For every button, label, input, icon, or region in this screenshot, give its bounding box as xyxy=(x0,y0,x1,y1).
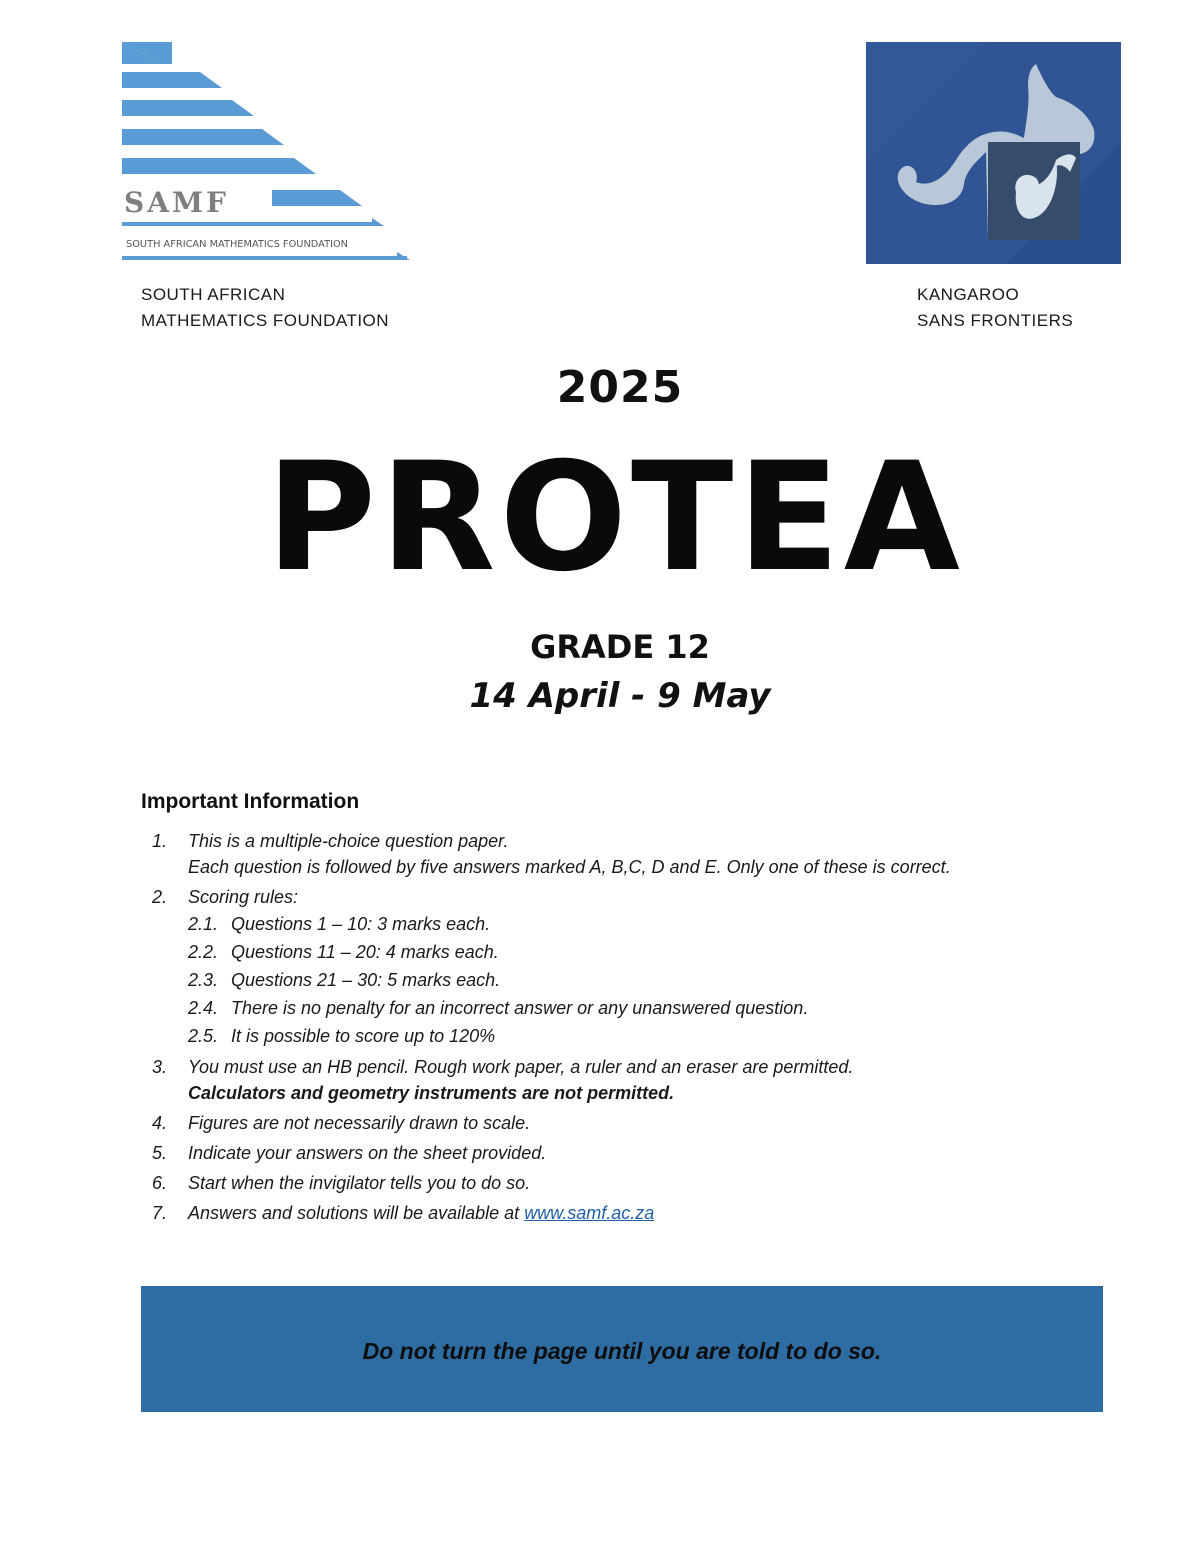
list-item-text: You must use an HB pencil. Rough work paper, a ruler and an eraser are permitted. xyxy=(188,1057,854,1077)
list-item-number: 5. xyxy=(152,1143,168,1163)
list-item-number: 7. xyxy=(152,1203,168,1223)
scoring-rule xyxy=(188,994,1101,1022)
list-item-number: 4. xyxy=(152,1113,168,1133)
list-item-text: This is a multiple-choice question paper. xyxy=(188,831,509,851)
list-item-text: Indicate your answers on the sheet provided. xyxy=(188,1143,547,1163)
org-left-line-1: SOUTH AFRICAN xyxy=(141,285,286,304)
samf-website-link[interactable]: www.samf.ac.za xyxy=(524,1203,655,1223)
list-item-text: Answers and solutions will be available at xyxy=(188,1203,525,1223)
scoring-rule-number: 2.1. xyxy=(188,914,219,934)
scoring-rule xyxy=(188,938,1101,966)
list-item-text: Each question is followed by five answers marked A, B,C, D and E. Only one of these is correct. xyxy=(188,857,951,877)
scoring-rule-text: It is possible to score up to 120% xyxy=(231,1026,496,1046)
kangaroo-logo xyxy=(866,42,1121,264)
kangaroo-logo-graphic xyxy=(866,42,1121,264)
dates: 14 April - 9 May xyxy=(469,676,771,716)
list-item xyxy=(141,1110,1101,1136)
scoring-rule-text: Questions 11 – 20: 4 marks each. xyxy=(231,942,499,962)
info-list xyxy=(141,828,1101,1230)
list-item xyxy=(141,828,1101,880)
list-item xyxy=(141,1170,1101,1196)
org-left xyxy=(141,282,389,334)
scoring-rule xyxy=(188,910,1101,938)
info-heading: Important Information xyxy=(141,790,360,813)
notice-box xyxy=(141,1286,1103,1412)
scoring-rule xyxy=(188,966,1101,994)
scoring-rule-number: 2.3. xyxy=(188,970,219,990)
page-title: PROTEA xyxy=(266,431,964,605)
list-item-text: Figures are not necessarily drawn to scale. xyxy=(188,1113,531,1133)
grade: GRADE 12 xyxy=(530,628,710,666)
list-item-text: Start when the invigilator tells you to do so. xyxy=(188,1173,531,1193)
list-item-number: 1. xyxy=(152,831,168,851)
scoring-rule-number: 2.5. xyxy=(188,1026,219,1046)
list-item xyxy=(141,1054,1101,1106)
scoring-rule-text: There is no penalty for an incorrect answer or any unanswered question. xyxy=(231,998,809,1018)
list-item-text: Scoring rules: xyxy=(188,887,299,907)
org-right-line-1: KANGAROO xyxy=(917,285,1020,304)
list-item xyxy=(141,1140,1101,1166)
samf-wordmark: SAMF xyxy=(124,186,229,219)
list-item xyxy=(141,1200,1101,1226)
org-right xyxy=(917,282,1073,334)
org-left-line-2: MATHEMATICS FOUNDATION xyxy=(141,311,390,330)
samf-logo xyxy=(122,42,412,264)
samf-logo-graphic xyxy=(122,42,412,264)
scoring-rule-text: Questions 21 – 30: 5 marks each. xyxy=(231,970,501,990)
list-item xyxy=(141,884,1101,1050)
scoring-rule-text: Questions 1 – 10: 3 marks each. xyxy=(231,914,491,934)
list-item-number: 2. xyxy=(152,887,168,907)
org-right-line-2: SANS FRONTIERS xyxy=(917,311,1074,330)
list-item-number: 6. xyxy=(152,1173,168,1193)
scoring-rule xyxy=(188,1022,1101,1050)
notice-text: Do not turn the page until you are told to do so. xyxy=(362,1337,882,1364)
samf-subtitle: SOUTH AFRICAN MATHEMATICS FOUNDATION xyxy=(126,239,348,250)
list-item-text-bold: Calculators and geometry instruments are not permitted. xyxy=(188,1083,675,1103)
list-item-number: 3. xyxy=(152,1057,168,1077)
scoring-rule-number: 2.2. xyxy=(188,942,219,962)
scoring-rule-number: 2.4. xyxy=(188,998,219,1018)
year: 2025 xyxy=(556,362,684,413)
